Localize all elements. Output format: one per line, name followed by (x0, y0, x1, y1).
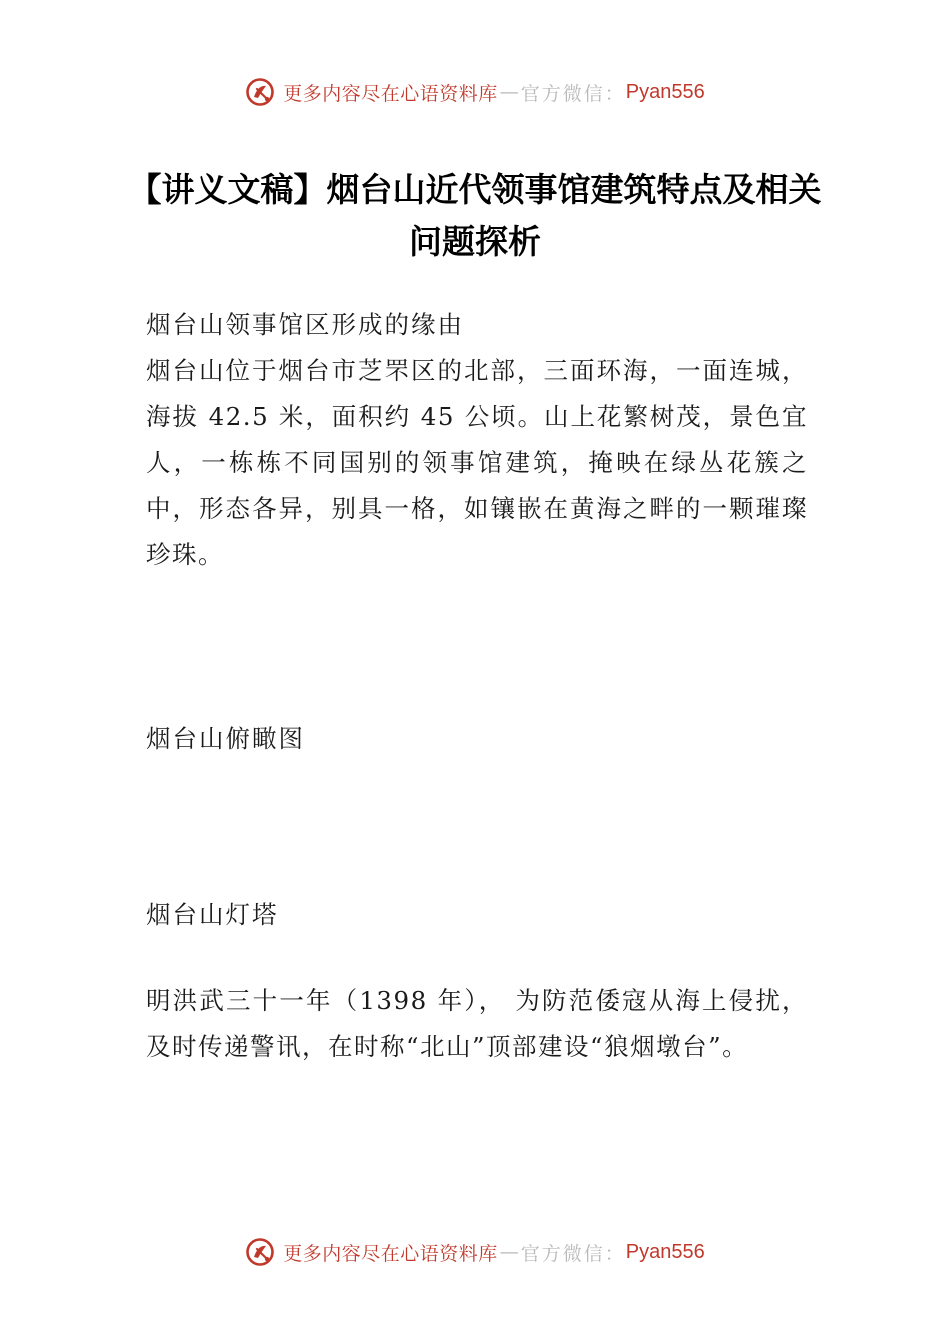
banner-separator: — (499, 81, 519, 103)
section-heading: 烟台山领事馆区形成的缘由 (146, 310, 464, 339)
header-banner (0, 72, 950, 112)
document-body (146, 302, 808, 1070)
body-paragraph: 烟台山位于烟台市芝罘区的北部，三面环海，一面连城，海拔 42.5 米，面积约 45 公顷。山上花繁树茂，景色宜人，一栋栋不同国别的领事馆建筑，掩映在绿丛花簇之中，形态各异，别具一格，如镶嵌在黄海之畔的一颗璀璨珍珠。 (146, 356, 808, 569)
figure-caption: 烟台山灯塔 (146, 900, 279, 929)
image-placeholder (146, 578, 808, 716)
body-paragraph: 明洪武三十一年（1398 年）， 为防范倭寇从海上侵扰，及时传递警讯，在时称“北山”顶部建设“狼烟墩台”。 (146, 986, 808, 1061)
banner-contact-label: 官方微信： (520, 82, 626, 105)
footer-banner (0, 1232, 950, 1272)
image-placeholder (146, 762, 808, 892)
figure-caption: 烟台山俯瞰图 (146, 724, 305, 753)
paragraph-spacer (146, 938, 808, 978)
banner-separator: — (499, 1241, 519, 1263)
library-logo-icon (245, 1237, 275, 1267)
banner-text: 更多内容尽在心语资料库 (283, 82, 498, 105)
library-logo-icon (245, 77, 275, 107)
document-title: 【讲义文稿】烟台山近代领事馆建筑特点及相关问题探析 (128, 170, 822, 261)
banner-contact-id: Pyan556 (625, 80, 705, 103)
banner-contact-id: Pyan556 (625, 1240, 705, 1263)
banner-contact-label: 官方微信： (520, 1242, 626, 1265)
banner-text: 更多内容尽在心语资料库 (283, 1242, 498, 1265)
